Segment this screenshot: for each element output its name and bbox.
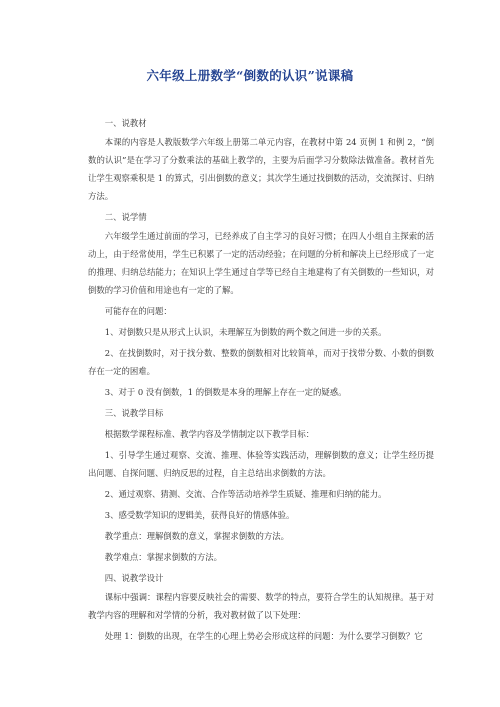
list-item-goal-1: 1、引导学生通过观察、交流、推理、体验等实践活动，理解倒数的意义；让学生经历提出问题、自探问题、归纳反思的过程，自主总结出求倒数的方法。 [88,450,434,478]
document-body [88,112,434,645]
section-heading-design: 四、说教学设计 [104,573,164,583]
paragraph-key-point: 教学重点：理解倒数的意义，掌握求倒数的方法。 [104,531,290,541]
section-heading-textbook: 一、说教材 [104,118,147,128]
paragraph-possible-problems: 可能存在的问题： [104,306,172,316]
document-title: 六年级上册数学“倒数的认识”说课稿 [146,68,354,83]
list-item-problem-2: 2、在找倒数时，对于找分数、整数的倒数相对比较简单，而对于找带分数、小数的倒数存在一定的困难。 [88,348,434,376]
section-heading-students: 二、说学情 [104,212,147,222]
section-heading-goals: 三、说教学目标 [104,408,164,418]
paragraph-difficulty: 教学难点：掌握求倒数的方法。 [104,552,223,562]
paragraph-design: 课标中强调：课程内容要反映社会的需要、数学的特点，要符合学生的认知规律。基于对教学内容的理解和对学情的分析，我对教材做了以下处理： [88,592,434,620]
list-item-goal-3: 3、感受数学知识的逻辑美，获得良好的情感体验。 [104,510,295,520]
list-item-goal-2: 2、通过观察、猜测、交流、合作等活动培养学生质疑、推理和归纳的能力。 [104,489,387,499]
list-item-problem-3: 3、对于 0 没有倒数，1 的倒数是本身的理解上存在一定的疑惑。 [104,387,347,397]
paragraph-treatment-1: 处理 1：倒数的出现，在学生的心理上势必会形成这样的问题：为什么要学习倒数？它 [104,631,423,641]
paragraph-students: 六年级学生通过前面的学习，已经养成了自主学习的良好习惯；在四人小组自主探索的活动上，由于经常使用，学生已积累了一定的活动经验；在问题的分析和解决上已经形成了一定的推理、归纳总结能力；在知识上学生通过自学等已经自主地建构了有关倒数的一些知识，对倒数的学习价值和用途也有一定的了解。 [88,231,434,295]
list-item-problem-1: 1、对倒数只是从形式上认识，未理解互为倒数的两个数之间进一步的关系。 [104,327,387,337]
paragraph-textbook: 本课的内容是人教版数学六年级上册第二单元内容，在教材中第 24 页例 1 和例 2，“倒数的认识”是在学习了分数乘法的基础上教学的，主要为后面学习分数除法做准备。教材首先让学生观察乘积是 1 的算式，引出倒数的意义；其次学生通过找倒数的活动，交流探讨、归纳方法。 [88,137,434,201]
paragraph-goals-intro: 根据数学课程标准、教学内容及学情制定以下教学目标： [104,429,315,439]
